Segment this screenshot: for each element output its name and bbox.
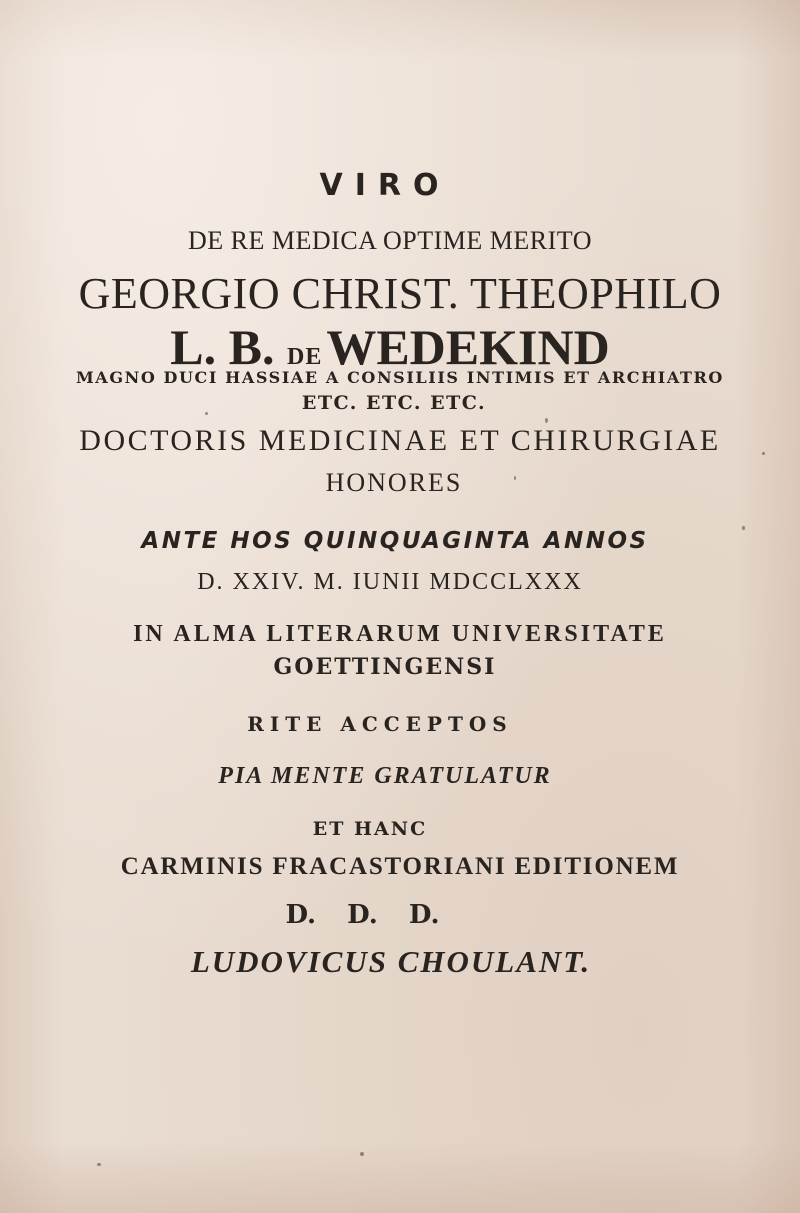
line-et-hanc: ET HANC [312, 818, 428, 840]
line-in-alma: IN ALMA LITERARUM UNIVERSITATE [133, 621, 667, 647]
line-date: D. XXIV. M. IUNII MDCCLXXX [197, 569, 583, 595]
line-rite-acceptos: RITE ACCEPTOS [247, 712, 513, 736]
foxing-speck [545, 418, 548, 423]
foxing-speck [205, 412, 208, 415]
line-ante-hos: ANTE HOS QUINQUAGINTA ANNOS [141, 528, 649, 554]
line-titles: MAGNO DUCI HASSIAE A CONSILIIS INTIMIS ET ARCHIATRO [76, 368, 724, 387]
line-ddd: D. D. D. [285, 900, 440, 930]
lb-de: DE [286, 344, 323, 370]
line-carminis: CARMINIS FRACASTORIANI EDITIONEM [120, 853, 680, 880]
line-honores: HONORES [325, 468, 463, 497]
author-name: LUDOVICUS CHOULANT. [190, 944, 592, 979]
foxing-speck [360, 1152, 364, 1156]
foxing-speck [514, 476, 516, 480]
surname: WEDEKIND [326, 319, 610, 375]
line-goettingensi: GOETTINGENSI [273, 654, 497, 680]
line-doctoris: DOCTORIS MEDICINAE ET CHIRURGIAE [79, 424, 721, 457]
heading-viro: VIRO [319, 168, 451, 203]
line-de-re-medica: DE RE MEDICA OPTIME MERITO [188, 226, 592, 255]
foxing-speck [97, 1163, 101, 1166]
foxing-speck [742, 526, 745, 530]
dedicatee-name: GEORGIO CHRIST. THEOPHILO [78, 269, 722, 318]
lb-prefix: L. B. [170, 319, 275, 375]
foxing-speck [762, 452, 765, 455]
line-etc: ETC. ETC. ETC. [301, 392, 487, 414]
line-pia-mente: PIA MENTE GRATULATUR [218, 763, 552, 789]
